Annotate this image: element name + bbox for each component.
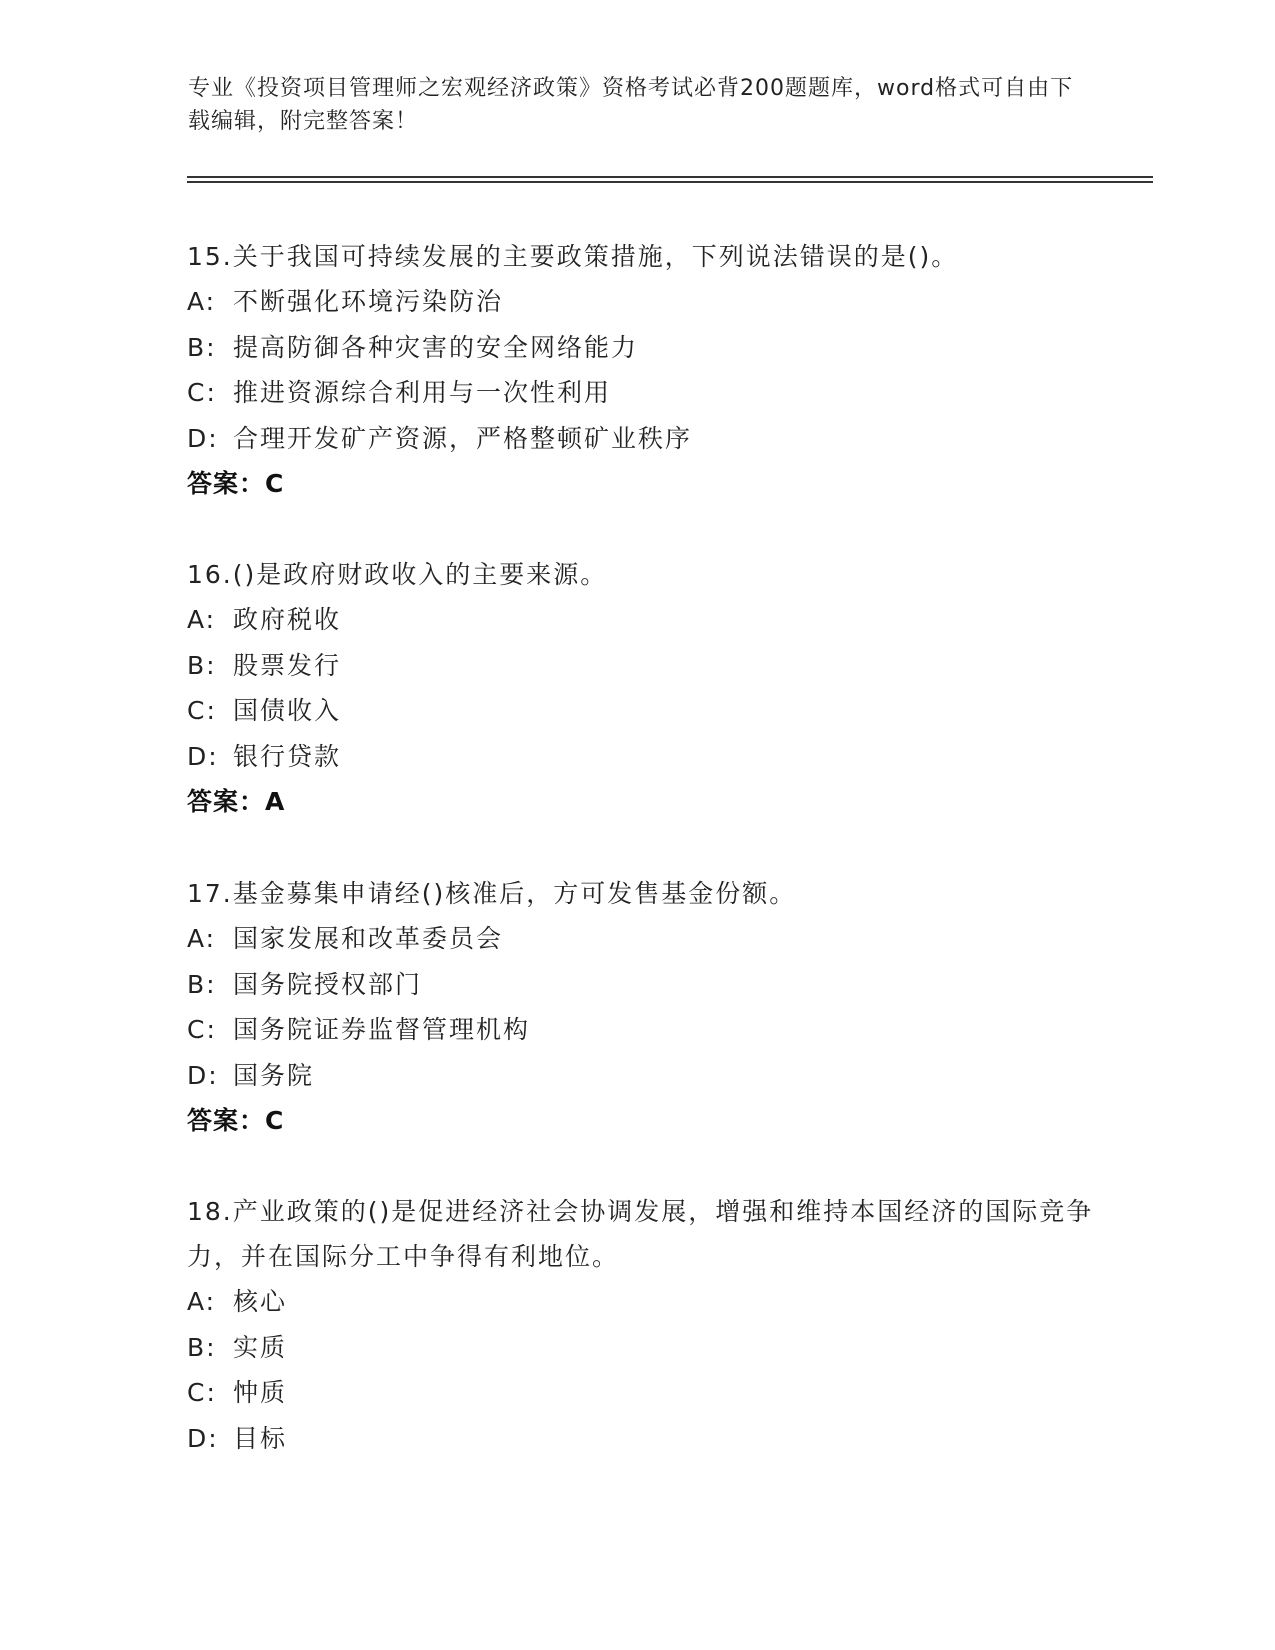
option-text: 合理开发矿产资源，严格整顿矿业秩序	[233, 423, 693, 453]
option-d	[187, 734, 1117, 780]
option-text: 国务院证券监督管理机构	[233, 1015, 531, 1044]
option-letter: A:	[187, 287, 217, 316]
header-divider-bottom	[187, 181, 1153, 183]
option-letter: A:	[187, 924, 217, 953]
answer: 答案：A	[187, 787, 286, 816]
option-c	[187, 1007, 1117, 1053]
question-16	[187, 552, 1117, 825]
option-a	[187, 279, 1117, 325]
option-text: 忡质	[233, 1378, 288, 1407]
option-letter: A:	[187, 1287, 217, 1316]
option-letter: D:	[187, 741, 219, 771]
question-15	[187, 234, 1117, 507]
document-header	[188, 72, 1078, 138]
question-18	[187, 1189, 1117, 1461]
question-stem: 15.关于我国可持续发展的主要政策措施，下列说法错误的是()。	[187, 242, 959, 271]
option-text: 政府税收	[233, 605, 342, 634]
question-stem: 18.产业政策的()是促进经济社会协调发展，增强和维持本国经济的国际竞争力，并在国际分工中争得有利地位。	[187, 1197, 1094, 1271]
option-text: 国务院授权部门	[233, 969, 423, 999]
option-c	[187, 370, 1117, 416]
option-letter: A:	[187, 605, 217, 634]
option-c	[187, 688, 1117, 734]
option-c	[187, 1370, 1117, 1416]
answer: 答案：C	[187, 1106, 285, 1135]
option-d	[187, 1416, 1117, 1462]
option-letter: D:	[187, 1423, 219, 1453]
option-letter: C:	[187, 1378, 217, 1407]
option-text: 核心	[233, 1287, 288, 1316]
option-letter: C:	[187, 696, 217, 725]
option-text: 国家发展和改革委员会	[233, 924, 504, 953]
answer: 答案：C	[187, 469, 285, 498]
option-text: 目标	[233, 1423, 288, 1453]
option-d	[187, 1053, 1117, 1099]
option-text: 股票发行	[233, 650, 342, 680]
header-text: 专业《投资项目管理师之宏观经济政策》资格考试必背200题题库，word格式可自由下载编辑，附完整答案！	[188, 76, 1074, 134]
question-stem: 16.()是政府财政收入的主要来源。	[187, 560, 608, 589]
option-b	[187, 1325, 1117, 1371]
option-text: 推进资源综合利用与一次性利用	[233, 378, 612, 407]
option-text: 实质	[233, 1332, 288, 1362]
option-letter: B:	[187, 1332, 217, 1362]
option-letter: B:	[187, 969, 217, 999]
option-letter: C:	[187, 1015, 217, 1044]
option-d	[187, 416, 1117, 462]
option-text: 不断强化环境污染防治	[233, 287, 504, 316]
option-letter: C:	[187, 378, 217, 407]
option-b	[187, 962, 1117, 1008]
option-text: 国务院	[233, 1060, 315, 1090]
header-divider-top	[187, 176, 1153, 178]
question-stem: 17.基金募集申请经()核准后，方可发售基金份额。	[187, 879, 797, 908]
option-b	[187, 325, 1117, 371]
option-a	[187, 1279, 1117, 1325]
option-letter: D:	[187, 423, 219, 453]
option-a	[187, 597, 1117, 643]
option-a	[187, 916, 1117, 962]
option-text: 提高防御各种灾害的安全网络能力	[233, 332, 639, 362]
option-letter: B:	[187, 650, 217, 680]
question-17	[187, 871, 1117, 1144]
option-letter: B:	[187, 332, 217, 362]
option-text: 银行贷款	[233, 741, 342, 771]
option-b	[187, 643, 1117, 689]
option-letter: D:	[187, 1060, 219, 1090]
option-text: 国债收入	[233, 696, 342, 725]
